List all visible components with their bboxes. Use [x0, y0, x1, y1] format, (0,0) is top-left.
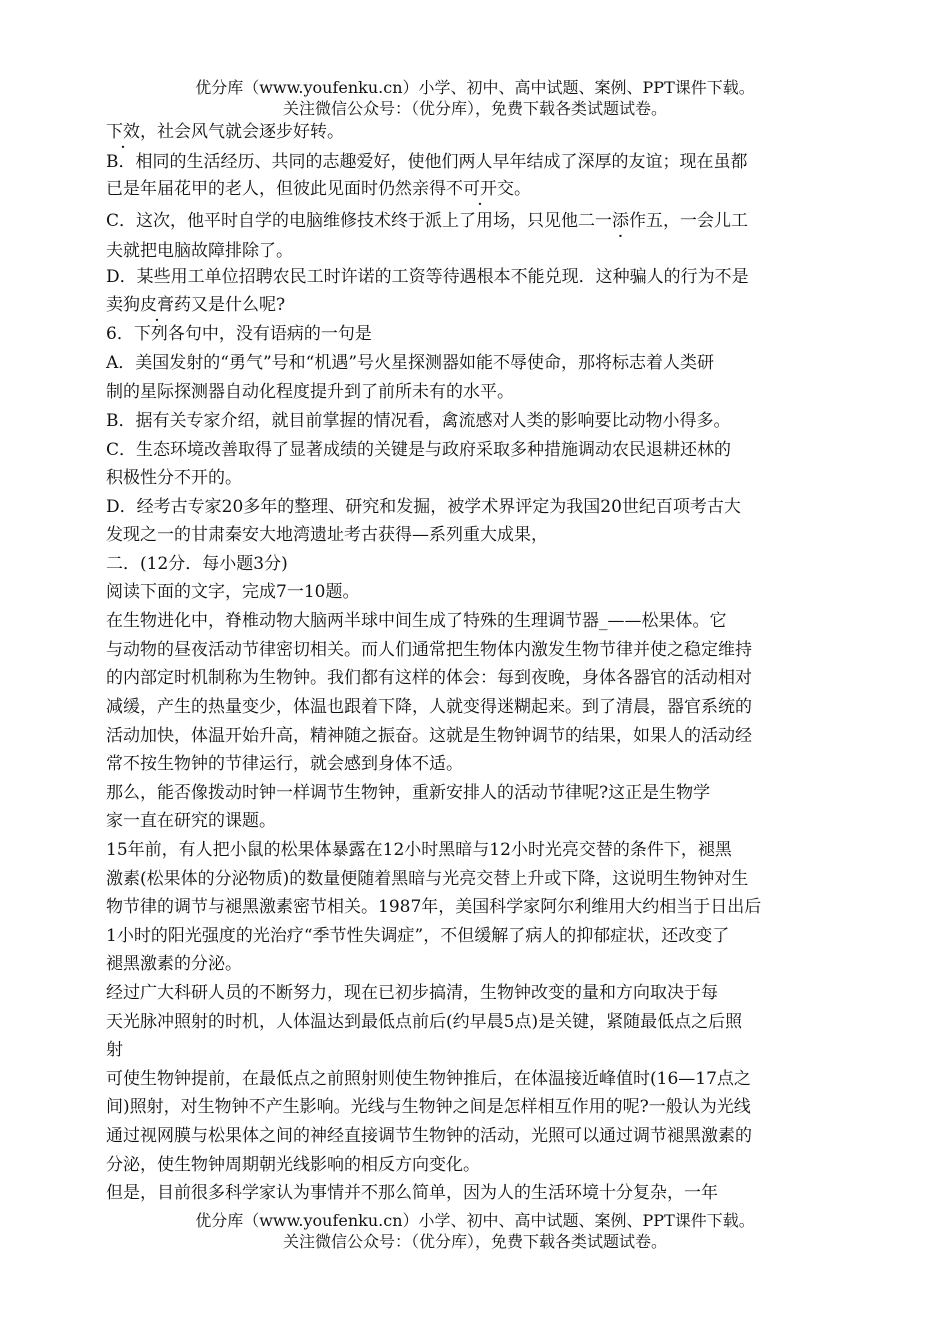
text-line: 的内部定时机制称为生物钟。我们都有这样的体会：每到夜晚，身体各器官的活动相对 [106, 668, 752, 688]
text-line: 制的星际探测器自动化程度提升到了前所未有的水平。 [106, 382, 514, 402]
emphasized-phrase: 二一添作五 · [578, 211, 663, 231]
text-line: 在生物进化中，脊椎动物大脑两半球中间生成了特殊的生理调节器_——松果体。它 [106, 611, 727, 631]
text-line: 积极性分不开的。 [106, 468, 242, 488]
text-line: 通过视网膜与松果体之间的神经直接调节生物钟的活动，光照可以通过调节褪黑激素的 [106, 1126, 752, 1146]
text-line: 褪黑激素的分泌。 [106, 954, 242, 974]
header-line-1: 优分库（www.youfenku.cn）小学、初中、高中试题、案例、PPT课件下载。 [195, 78, 755, 97]
text-segment: 卖 [106, 295, 123, 315]
emphasized-phrase: 狗皮膏药 [123, 295, 191, 315]
text-line: 阅读下面的文字，完成7一10题。 [106, 582, 360, 602]
text-line: 射 [106, 1040, 123, 1060]
text-line: 与动物的昼夜活动节律密切相关。而人们通常把生物体内激发生物节律并使之稳定维持 [106, 640, 752, 660]
text-line: 15年前，有人把小鼠的松果体暴露在12小时黑暗与12小时光亮交替的条件下，褪黑 [106, 840, 732, 860]
text-line: B．相同的生活经历、共同的志趣爱好，使他们两人早年结成了深厚的友谊；现在虽都 [106, 152, 748, 172]
section-heading: 二．(12分．每小题3分) [106, 554, 288, 574]
text-line: D．某些用工单位招聘农民工时许诺的工资等待遇根本不能兑现．这种骗人的行为不是 [106, 267, 749, 287]
text-line: A．美国发射的“勇气”号和“机遇”号火星探测器如能不辱使命，那将标志着人类研 [106, 353, 715, 373]
text-segment: 又是什么呢? [191, 295, 286, 315]
text-segment: 。 [514, 179, 531, 199]
text-line: 激素(松果体的分泌物质)的数量便随着黑暗与光亮交替上升或下降，这说明生物钟对生 [106, 869, 749, 889]
text-segment: 已是年届花甲的老人，但彼此见面时仍然亲得 [106, 179, 446, 199]
text-line: 分泌，使生物钟周期朝光线影响的相反方向变化。 [106, 1155, 480, 1175]
text-line [106, 293, 285, 317]
text-line: 夫就把电脑故障排除了。 [106, 241, 293, 261]
question-heading: 6．下列各句中，没有语病的一句是 [106, 324, 372, 344]
footer-line-2: 关注微信公众号：（优分库），免费下载各类试题试卷。 [282, 1232, 667, 1251]
text-line: 天光脉冲照射的时机，人体温达到最低点前后(约早晨5点)是关键，紧随最低点之后照 [106, 1012, 743, 1032]
text-line: 1小时的阳光强度的光治疗“季节性失调症”，不但缓解了病人的抑郁症状，还改变了 [106, 926, 730, 946]
text-line [106, 120, 344, 144]
text-line: 间)照射，对生物钟不产生影响。光线与生物钟之间是怎样相互作用的呢?一般认为光线 [106, 1097, 751, 1117]
text-line: 发现之一的甘肃秦安大地湾遗址考古获得—系列重大成果， [106, 525, 548, 545]
text-line: 经过广大科研人员的不断努力，现在已初步搞清，生物钟改变的量和方向取决于每 [106, 983, 718, 1003]
footer-line-1: 优分库（www.youfenku.cn）小学、初中、高中试题、案例、PPT课件下载。 [195, 1211, 755, 1230]
header-line-2: 关注微信公众号：（优分库），免费下载各类试题试卷。 [282, 99, 667, 118]
text-line [106, 177, 531, 201]
text-line: 那么，能否像拨动时钟一样调节生物钟，重新安排人的活动节律呢?这正是生物学 [106, 783, 711, 803]
text-segment: ，社会风气就会逐步好转。 [140, 122, 344, 142]
text-line: 物节律的调节与褪黑激素密节相关。1987年，美国科学家阿尔利维用大约相当于日出后 [106, 897, 762, 917]
text-line: 但是，目前很多科学家认为事情并不那么简单，因为人的生活环境十分复杂，一年 [106, 1183, 718, 1203]
text-line: 常不按生物钟的节律运行，就会感到身体不适。 [106, 754, 463, 774]
text-segment: ，一会儿工 [663, 211, 749, 231]
text-line: B．据有关专家介绍，就目前掌握的情况看，禽流感对人类的影响要比动物小得多。 [106, 411, 731, 431]
emphasized-phrase: 不可开交 [446, 179, 514, 199]
text-line: 家一直在研究的课题。 [106, 811, 276, 831]
text-line [106, 209, 748, 233]
text-line: 减缓，产生的热量变少，体温也跟着下降，人就变得迷糊起来。到了清晨，器官系统的 [106, 697, 752, 717]
emphasized-phrase: 下效 [106, 122, 140, 142]
text-segment: C．这次，他平时自学的电脑维修技术终于派上了用场，只见他 [106, 211, 579, 231]
text-line: D．经考古专家20多年的整理、研究和发掘，被学术界评定为我国20世纪百项考古大 [106, 497, 741, 517]
text-line: C．生态环境改善取得了显著成绩的关键是与政府采取多种措施调动农民退耕还林的 [106, 440, 732, 460]
text-line: 活动加快，体温开始升高，精神随之振奋。这就是生物钟调节的结果，如果人的活动经 [106, 726, 752, 746]
text-line: 可使生物钟提前，在最低点之前照射则使生物钟推后，在体温接近峰值时(16—17点之 [106, 1069, 751, 1089]
